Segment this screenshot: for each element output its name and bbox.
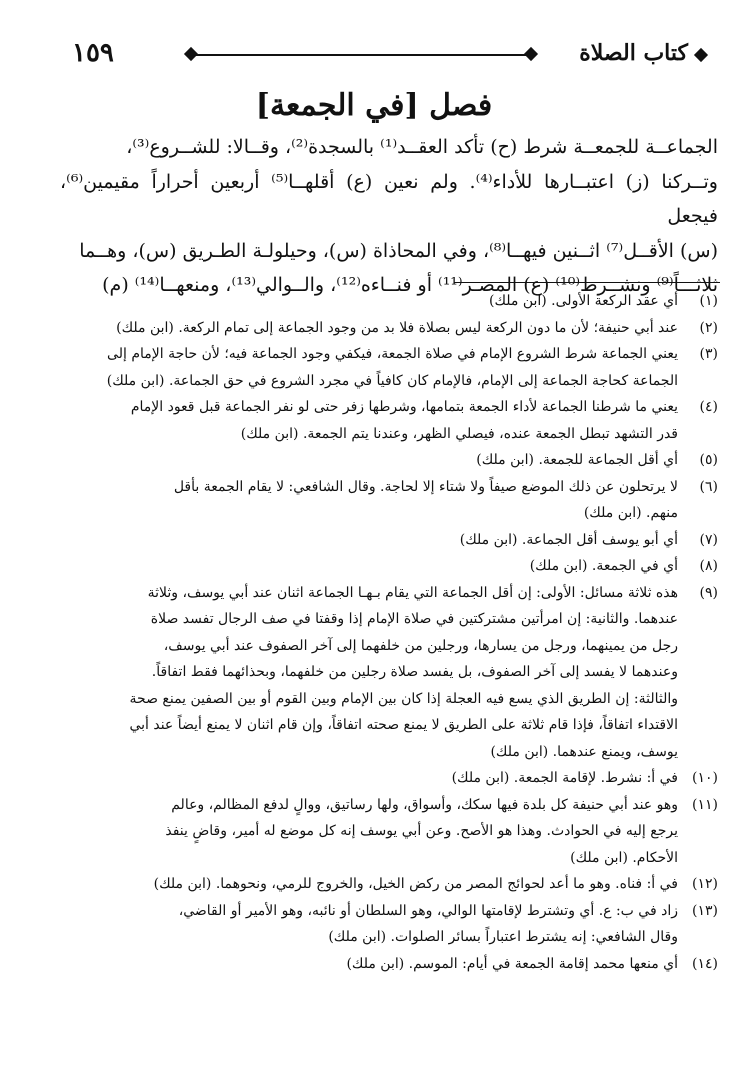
footnote-line: منهم. (ابن ملك) (583, 505, 678, 521)
footnote (58, 447, 718, 474)
footnote (58, 315, 718, 342)
footnote-number: (١) (699, 293, 718, 309)
footnote (58, 898, 718, 951)
footnote-number: (٧) (699, 531, 718, 548)
footnote-line: قدر التشهد تبطل الجمعة عنده، فيصلي الظهر، وعندنا يتم الجمعة. (ابن ملك) (240, 425, 678, 442)
page-number: ١٥٩ (72, 38, 114, 68)
footnote (58, 394, 718, 447)
footnote-line: أي أقل الجماعة للجمعة. (ابن ملك) (476, 452, 678, 468)
footnote-line: هذه ثلاثة مسائل: الأولى: إن أقل الجماعة التي يقام بـهـا الجماعة اثنان عند أبي يوسف، وثلاثة (147, 584, 678, 601)
footnote-line: في أ: فناه. وهو ما أعد لحوائج المصر من ركض الخيل، والخروج للرمي، ونحوهما. (ابن ملك) (153, 876, 678, 892)
footnote (58, 871, 718, 898)
footnote-line: أي أبو يوسف أقل الجماعة. (ابن ملك) (459, 531, 678, 548)
footnote-line: وهو عند أبي حنيفة كل بلدة فيها سكك، وأسواق، ولها رساتيق، ووالٍ لدفع المظالم، وعالم (171, 796, 678, 813)
main-text (60, 130, 718, 303)
page-header (72, 28, 720, 68)
footnote-line: لا يرتحلون عن ذلك الموضع صيفاً ولا شتاء إلا لحاجة. وقال الشافعي: لا يقام الجمعة بأقل (173, 478, 678, 495)
footnote-number: (٤) (699, 399, 718, 415)
footnote-line: الجماعة كحاجة الجماعة إلى الإمام، فالإمام كان كافياً في مجرد الشروع في حق الجماعة. (ابن ملك) (106, 372, 678, 389)
footnote-line: يوسف، ويمنع عندهما. (ابن ملك) (490, 743, 678, 760)
main-text-line: وتــركنا (ز) اعتبــارها للأداء⁽⁴⁾. ولم نعين (ع) أقلهــا⁽⁵⁾ أربعين أحراراً مقيمين⁽⁶⁾، فيجعل (60, 170, 718, 227)
footnote-line: والثالثة: إن الطريق الذي يسع فيه العجلة إذا كان بين الإمام وبين القوم أو بين الصفين يمنع صحة (129, 690, 678, 707)
footnote (58, 792, 718, 872)
footnote-line: الاقتداء اتفاقاً، فإذا قام ثلاثة على الطريق لا يمنع صحته اتفاقاً، وإن قام اثنان لا يمنع أيضاً عند أبي (129, 717, 678, 733)
footnote-number: (١٢) (692, 876, 718, 892)
footnote (58, 951, 718, 978)
footnote-number: (٢) (699, 319, 718, 336)
footnote-number: (٣) (699, 346, 718, 362)
book-title: كتاب الصلاة (579, 40, 688, 66)
footnote (58, 527, 718, 554)
footnote-line: عندهما. والثانية: إن امرأتين مشتركتين في صلاة الإمام إذا وقفتا في صف الرجال تفسد صلاة (150, 611, 678, 627)
footnote-line: يرجع إليه في الحوادث. وهذا هو الأصح. وعن أبي يوسف إنه كل موضع له أمير، وقاضٍ ينفذ (165, 823, 678, 839)
footnote-line: رجل من يمينهما، ورجل من يسارها، ورجلين من خلفهما إلى آخر الصفوف عند أبي يوسف، (163, 637, 678, 654)
footnote-number: (٨) (699, 558, 718, 574)
main-text-line: ثلاثـــاً⁽⁹⁾ ونشــرط⁽¹⁰⁾ (ع) المصـر⁽¹¹⁾ أو فنــاءه⁽¹²⁾، والــوالي⁽¹³⁾، ومنعهــا⁽¹⁴⁾ (م) (102, 274, 718, 296)
footnote-number: (٥) (699, 452, 718, 468)
diamond-ornament-icon (184, 47, 198, 61)
footnotes (58, 288, 718, 977)
footnote-line: وقال الشافعي: إنه يشترط اعتباراً بسائر الصلوات. (ابن ملك) (328, 929, 678, 945)
footnote-number: (٩) (699, 584, 718, 601)
footnote-number: (١٤) (692, 955, 718, 972)
footnote-line: عند أبي حنيفة؛ لأن ما دون الركعة ليس بصلاة فلا بد من وجود الجماعة إلى تمام الركعة. (ابن ملك) (116, 319, 678, 336)
footnote (58, 341, 718, 394)
footnote-line: الأحكام. (ابن ملك) (570, 849, 678, 866)
footnote-number: (١٠) (692, 770, 718, 786)
diamond-bullet-icon (694, 48, 708, 62)
header-rule (190, 54, 532, 56)
footnote (58, 288, 718, 315)
footnote-line: أي في الجمعة. (ابن ملك) (529, 558, 678, 574)
main-text-line: (س) الأقــل⁽⁷⁾ اثــنين فيهــا⁽⁸⁾، وفي المحاذاة (س)، وحيلولـة الطـريق (س)، وهــما (79, 239, 718, 262)
footnote-number: (١١) (692, 796, 718, 813)
footnote-line: في أ: نشرط. لإقامة الجمعة. (ابن ملك) (451, 770, 678, 786)
chapter-title: فصل [في الجمعة] (255, 88, 493, 123)
footnote-line: يعني الجماعة شرط الشروع الإمام في صلاة الجمعة، فيكفي وجود الجماعة فيه؛ لأن حاجة الإمام إلى (107, 346, 678, 362)
diamond-ornament-icon (524, 47, 538, 61)
footnote (58, 553, 718, 580)
footnote-number: (٦) (699, 478, 718, 495)
footnote-line: وعندهما لا يفسد إلى آخر الصفوف، بل يفسد صلاة رجلين من خلفهما، وبحذائهما فقط اتفاقاً. (151, 664, 678, 680)
footnote (58, 765, 718, 792)
footnote-separator (454, 282, 720, 283)
footnote-number: (١٣) (692, 902, 718, 919)
footnote (58, 474, 718, 527)
footnote-line: أي منعها محمد إقامة الجمعة في أيام: الموسم. (ابن ملك) (346, 955, 678, 972)
footnote-line: يعني ما شرطنا الجماعة لأداء الجمعة بتمامها، وشرطها زفر حتى لو نفر الجماعة قبل قعود الإمام (130, 399, 678, 415)
main-text-line: الجماعــة للجمعــة شرط (ح) تأكد العقــد⁽¹⁾ بالسجدة⁽²⁾، وقــالا: للشــروع⁽³⁾، (126, 136, 718, 158)
footnote (58, 580, 718, 766)
footnote-line: زاد في ب: ع. أي وتشترط لإقامتها الوالي، وهو السلطان أو نائبه، وهو الأمير أو القاضي، (178, 902, 678, 919)
footnote-line: أي عقد الركعة الأولى. (ابن ملك) (488, 293, 678, 309)
